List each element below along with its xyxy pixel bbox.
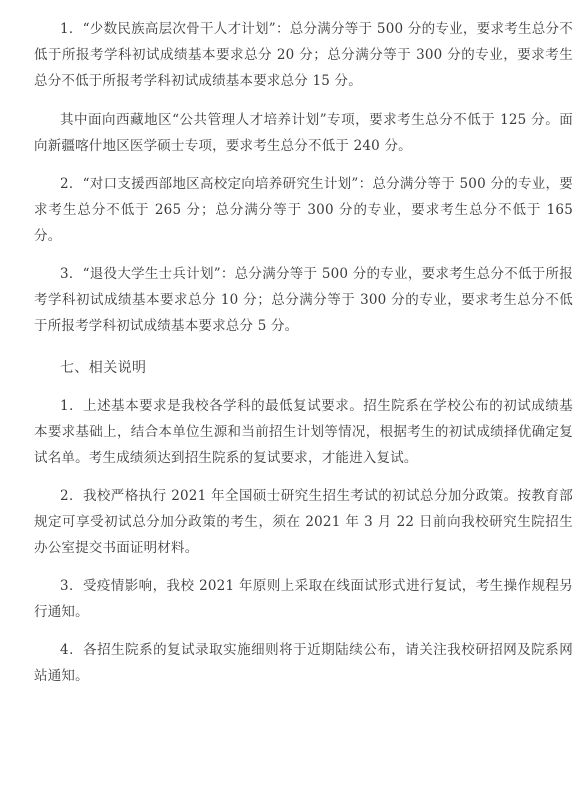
paragraph-spacer (34, 561, 573, 573)
paragraph-tibet-xinjiang: 其中面向西藏地区“公共管理人才培养计划”专项，要求考生总分不低于 125 分。面向新疆喀什地区医学硕士专项，要求考生总分不低于 240 分。 (34, 112, 573, 154)
paragraph-spacer (34, 249, 573, 261)
paragraph-minority-plan: 1．“少数民族高层次骨干人才计划”：总分满分等于 500 分的专业，要求考生总分不低于所报考学科初试成绩基本要求总分 20 分；总分满分等于 300 分的专业，要求考生总分不低于所报考学科初试成绩基本要求总分 15 分。 (34, 21, 573, 89)
paragraph-spacer (34, 625, 573, 637)
paragraph-note-2: 2．我校严格执行 2021 年全国硕士研究生招生考试的初试总分加分政策。按教育部规定可享受初试总分加分政策的考生，须在 2021 年 3 月 22 日前向我校研究生院招生办公室提交书面证明材料。 (34, 488, 573, 556)
paragraph-note-3: 3．受疫情影响，我校 2021 年原则上采取在线面试形式进行复试，考生操作规程另行通知。 (34, 578, 573, 620)
paragraph-note-1: 1．上述基本要求是我校各学科的最低复试要求。招生院系在学校公布的初试成绩基本要求基础上，结合本单位生源和当前招生计划等情况，根据考生的初试成绩择优确定复试名单。考生成绩须达到招生院系的复试要求，才能进入复试。 (34, 398, 573, 466)
section-heading: 七、相关说明 (60, 360, 147, 376)
paragraph-western-support-plan: 2．“对口支援西部地区高校定向培养研究生计划”：总分满分等于 500 分的专业，要求考生总分不低于 265 分；总分满分等于 300 分的专业，要求考生总分不低于 165 分。 (34, 176, 573, 244)
paragraph-spacer (34, 94, 573, 107)
paragraph-spacer (34, 159, 573, 171)
section-spacer (34, 339, 573, 355)
paragraph-veteran-plan: 3．“退役大学生士兵计划”：总分满分等于 500 分的专业，要求考生总分不低于所报考学科初试成绩基本要求总分 10 分；总分满分等于 300 分的专业，要求考生总分不低于所报考学科初试成绩基本要求总分 5 分。 (34, 266, 573, 334)
paragraph-spacer (34, 471, 573, 483)
paragraph-note-4: 4．各招生院系的复试录取实施细则将于近期陆续公布，请关注我校研招网及院系网站通知。 (34, 642, 573, 684)
paragraph-spacer (34, 381, 573, 393)
